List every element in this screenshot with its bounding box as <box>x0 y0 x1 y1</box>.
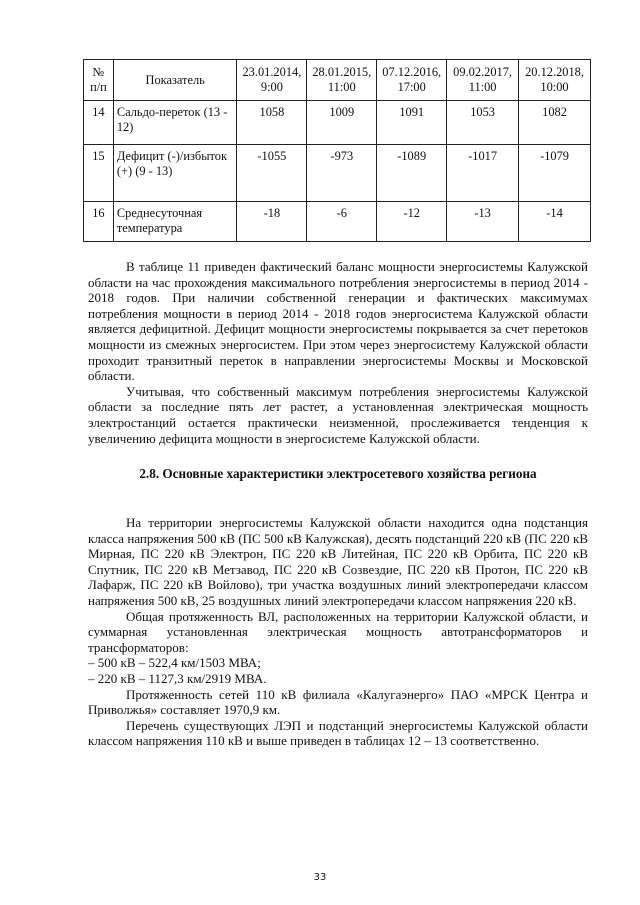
row-value: 1091 <box>377 101 447 145</box>
row-value: -1089 <box>377 145 447 202</box>
row-num: 15 <box>84 145 114 202</box>
section-heading: 2.8. Основные характеристики электросетевого хозяйства региона <box>139 466 537 481</box>
header-indicator: Показатель <box>113 60 237 101</box>
table-row <box>84 101 591 145</box>
header-date: 09.02.2017, 11:00 <box>447 60 519 101</box>
header-date: 07.12.2016, 17:00 <box>377 60 447 101</box>
row-value: -973 <box>307 145 377 202</box>
paragraph: На территории энергосистемы Калужской области находится одна подстанция класса напряжения 500 кВ (ПС 500 кВ Калужская), десять подстанций 220 кВ (ПС 220 кВ Мирная, ПС 220 кВ Электрон, ПС 220 кВ Литейная, ПС 220 кВ Орбита, ПС 220 кВ Спутник, ПС 220 кВ Метзавод, ПС 220 кВ Созвездие, ПС 220 кВ Протон, ПС 220 кВ Лафарж, ПС 220 кВ Войлово), три участка воздушных линий электропередачи классом напряжения 500 кВ, 25 воздушных линий электропередачи классом напряжения 220 кВ. <box>88 515 588 608</box>
row-value: -13 <box>447 202 519 242</box>
header-num: № п/п <box>84 60 114 101</box>
row-value: -1079 <box>519 145 591 202</box>
table-row <box>84 145 591 202</box>
row-value: 1058 <box>237 101 307 145</box>
row-value: -1055 <box>237 145 307 202</box>
list-item: – 220 кВ – 1127,3 км/2919 МВА. <box>88 670 267 686</box>
row-num: 14 <box>84 101 114 145</box>
table-row <box>84 202 591 242</box>
header-date: 20.12.2018, 10:00 <box>519 60 591 101</box>
paragraph: Протяженность сетей 110 кВ филиала «Калугаэнерго» ПАО «МРСК Центра и Приволжья» составляет 1970,9 км. <box>88 686 588 718</box>
header-date: 23.01.2014, 9:00 <box>237 60 307 101</box>
balance-description <box>88 259 588 446</box>
paragraph: Перечень существующих ЛЭП и подстанций энергосистемы Калужской области классом напряжения 110 кВ и выше приведен в таблицах 12 – 13 соответственно. <box>88 717 588 749</box>
row-value: -1017 <box>447 145 519 202</box>
table-header-row <box>84 60 591 101</box>
row-value: 1082 <box>519 101 591 145</box>
list-item: – 500 кВ – 522,4 км/1503 МВА; <box>88 655 261 671</box>
row-value: 1053 <box>447 101 519 145</box>
header-date: 28.01.2015, 11:00 <box>307 60 377 101</box>
row-value: -18 <box>237 202 307 242</box>
row-label: Дефицит (-)/избыток (+) (9 - 13) <box>113 145 237 202</box>
paragraph: Учитывая, что собственный максимум потребления энергосистемы Калужской области за последние пять лет растет, а установленная электрическая мощность электростанций остается практически неизменной, прослеживается тенденция к увеличению дефицита мощности в энергосистеме Калужской области. <box>88 383 588 446</box>
paragraph: Общая протяженность ВЛ, расположенных на территории Калужской области, и суммарная установленная электрическая мощность автотрансформаторов и трансформаторов: <box>88 608 588 655</box>
row-value: 1009 <box>307 101 377 145</box>
row-value: -6 <box>307 202 377 242</box>
page-number: 33 <box>313 872 327 883</box>
balance-table <box>83 59 591 242</box>
row-label: Сальдо-переток (13 - 12) <box>113 101 237 145</box>
row-value: -12 <box>377 202 447 242</box>
grid-description <box>88 515 588 749</box>
row-num: 16 <box>84 202 114 242</box>
row-label: Среднесуточная температура <box>113 202 237 242</box>
paragraph: В таблице 11 приведен фактический баланс мощности энергосистемы Калужской области на час прохождения максимального потребления энергосистемы в период 2014 - 2018 годов. При наличии собственной генерации и фактических максимумах потребления мощности в период 2014 - 2018 годов энергосистема Калужской области является дефицитной. Дефицит мощности энергосистемы покрывается за счет перетоков мощности из смежных энергосистем. При этом через энергосистему Калужской области проходит транзитный переток в направлении энергосистемы Москвы и Московской области. <box>88 259 588 384</box>
row-value: -14 <box>519 202 591 242</box>
